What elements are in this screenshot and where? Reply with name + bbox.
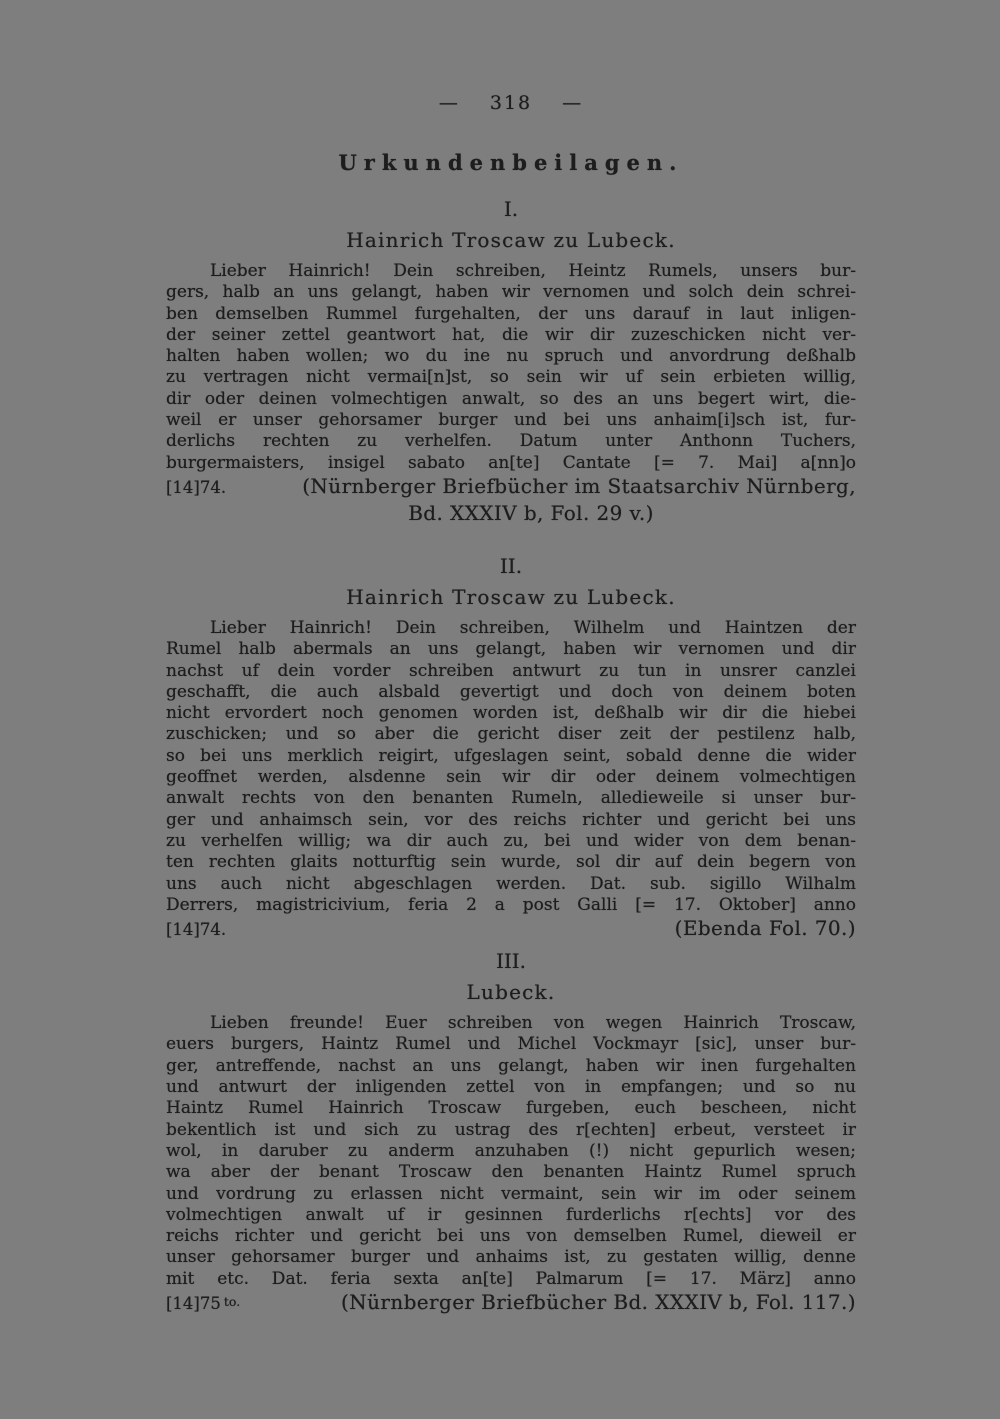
body-line: geschafft, die auch alsbald gevertigt und doch von deinem boten bbox=[166, 681, 856, 702]
body-line: und antwurt der inligenden zettel von in empfangen; und so nu bbox=[166, 1077, 856, 1098]
section-3-dateline bbox=[166, 1290, 856, 1316]
body-line: nicht ervordert noch genomen worden ist, deßhalb wir dir die hiebei bbox=[166, 703, 856, 724]
body-line: dir oder deinen volmechtigen anwalt, so des an uns begert wirt, die- bbox=[166, 388, 856, 409]
body-line: und vordrung zu erlassen nicht vermaint, sein wir im oder seinem bbox=[166, 1183, 856, 1204]
body-line: reichs richter und gericht bei uns von demselben Rumel, dieweil er bbox=[166, 1226, 856, 1247]
anno-label: [14]74. bbox=[166, 477, 227, 497]
body-line: bekentlich ist und sich zu ustrag des r[echten] erbeut, versteet ir bbox=[166, 1119, 856, 1140]
section-3-numeral: III. bbox=[495, 949, 527, 974]
body-line: volmechtigen anwalt uf ir gesinnen furderlichs r[echts] vor des bbox=[166, 1204, 856, 1225]
body-line: anwalt rechts von den benanten Rumeln, alledieweile si unser bur- bbox=[166, 788, 856, 809]
body-line: nachst uf dein vorder schreiben antwurt zu tun in unsrer canzlei bbox=[166, 660, 856, 681]
body-line: derlichs rechten zu verhelfen. Datum unter Anthonn Tuchers, bbox=[166, 431, 856, 452]
body-line: ger und anhaimsch sein, vor des reichs richter und gericht bei uns bbox=[166, 809, 856, 830]
body-line: burgermaisters, insigel sabato an[te] Cantate [= 7. Mai] a[nn]o bbox=[166, 452, 856, 473]
section-3 bbox=[166, 949, 856, 1316]
page-number-dash-right: — bbox=[562, 92, 584, 114]
section-2-paragraph bbox=[166, 618, 856, 916]
body-line: Lieben freunde! Euer schreiben von wegen Hainrich Troscaw, bbox=[210, 1013, 856, 1034]
section-1-dateline bbox=[166, 474, 856, 500]
source-citation-continued: Bd. XXXIV b, Fol. 29 v.) bbox=[408, 500, 654, 525]
section-3-heading: Lubeck. bbox=[466, 980, 556, 1005]
body-line: zu vertragen nicht vermai[n]st, so sein wir uf sein erbieten willig, bbox=[166, 367, 856, 388]
source-citation: (Ebenda Fol. 70.) bbox=[674, 916, 856, 941]
section-2-numeral: II. bbox=[499, 553, 523, 578]
body-line: zu verhelfen willig; wa dir auch zu, bei und wider von dem benan- bbox=[166, 830, 856, 851]
body-line: ger, antreffende, nachst an uns gelangt, haben wir inen furgehalten bbox=[166, 1055, 856, 1076]
body-line: euers burgers, Haintz Rumel und Michel Vockmayr [sic], unser bur- bbox=[166, 1034, 856, 1055]
body-line: gers, halb an uns gelangt, haben wir vernomen und solch dein schrei- bbox=[166, 282, 856, 303]
body-line: der seiner zettel geantwort hat, die wir dir zuzeschicken nicht ver- bbox=[166, 324, 856, 345]
body-line: zuschicken; und so aber die gericht diser zeit der pestilenz halb, bbox=[166, 724, 856, 745]
body-line: ben demselben Rummel furgehalten, der uns darauf in laut inligen- bbox=[166, 303, 856, 324]
body-line: mit etc. Dat. feria sexta an[te] Palmarum [= 17. März] anno bbox=[166, 1268, 856, 1289]
body-line: halten haben wollen; wo du ine nu spruch und anvordrung deßhalb bbox=[166, 346, 856, 367]
section-1-heading: Hainrich Troscaw zu Lubeck. bbox=[346, 228, 676, 252]
body-line: uns auch nicht abgeschlagen werden. Dat. sub. sigillo Wilhalm bbox=[166, 873, 856, 894]
body-line: wa aber der benant Troscaw den benanten Haintz Rumel spruch bbox=[166, 1162, 856, 1183]
page-number-value: 318 bbox=[489, 92, 533, 114]
page-title: Urkundenbeilagen. bbox=[338, 150, 684, 175]
body-line: Derrers, magistricivium, feria 2 a post Galli [= 17. Oktober] anno bbox=[166, 894, 856, 915]
body-line: wol, in daruber zu anderm anzuhaben (!) nicht gepurlich wesen; bbox=[166, 1140, 856, 1161]
section-2-heading: Hainrich Troscaw zu Lubeck. bbox=[346, 584, 676, 609]
text-column bbox=[166, 0, 856, 1316]
anno-label: [14]75 to. bbox=[166, 1293, 241, 1313]
body-line: geoffnet werden, alsdenne sein wir dir oder deinem volmechtigen bbox=[166, 767, 856, 788]
anno-suffix: to. bbox=[223, 1293, 241, 1309]
source-citation: (Nürnberger Briefbücher im Staatsarchiv Nürnberg, bbox=[302, 473, 856, 498]
body-line: so bei uns merklich reigirt, ufgeslagen seint, sobald denne die wider bbox=[166, 745, 856, 766]
page-number bbox=[166, 92, 856, 114]
section-2 bbox=[166, 554, 856, 942]
section-1-paragraph bbox=[166, 261, 856, 474]
anno-label: [14]74. bbox=[166, 920, 227, 940]
section-1 bbox=[166, 197, 856, 526]
body-line: unser gehorsamer burger und anhaims ist, zu gestaten willig, denne bbox=[166, 1247, 856, 1268]
body-line: Rumel halb abermals an uns gelangt, haben wir vernomen und dir bbox=[166, 639, 856, 660]
body-line: Lieber Hainrich! Dein schreiben, Heintz Rumels, unsers bur- bbox=[210, 261, 856, 281]
section-3-paragraph bbox=[166, 1013, 856, 1290]
body-line: Lieber Hainrich! Dein schreiben, Wilhelm und Haintzen der bbox=[210, 617, 856, 638]
section-1-numeral: I. bbox=[503, 197, 519, 221]
section-2-dateline bbox=[166, 916, 856, 942]
source-citation: (Nürnberger Briefbücher Bd. XXXIV b, Fol. 117.) bbox=[340, 1289, 856, 1314]
body-line: Haintz Rumel Hainrich Troscaw furgeben, euch bescheen, nicht bbox=[166, 1098, 856, 1119]
body-line: ten rechten glaits notturftig sein wurde, sol dir auf dein begern von bbox=[166, 852, 856, 873]
body-line: weil er unser gehorsamer burger und bei uns anhaim[i]sch ist, fur- bbox=[166, 410, 856, 431]
page-number-dash-left: — bbox=[438, 92, 460, 114]
